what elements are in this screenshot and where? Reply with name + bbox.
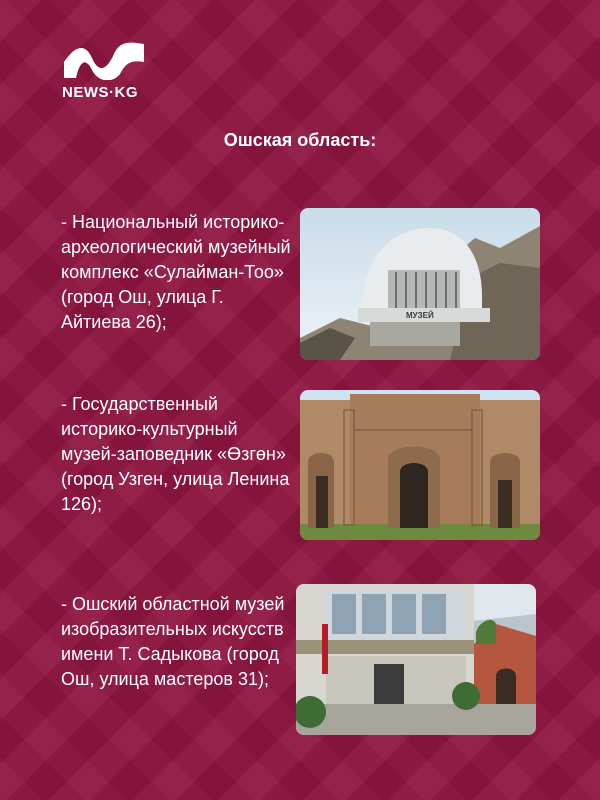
museum-item-3-text: - Ошский областной музей изобразительных искусств имени Т. Садыкова (город Ош, улица мастеров 31);	[61, 594, 285, 689]
museum-item-3-photo	[296, 584, 536, 735]
region-heading: Ошская область:	[223, 130, 377, 150]
brand-name: NEWS·KG	[62, 84, 138, 101]
logo-mark-icon	[62, 40, 146, 80]
museum-item-1-photo	[300, 208, 540, 360]
museum-item-2-photo	[300, 390, 540, 540]
museum-item-1-text: - Национальный историко-археологический музейный комплекс «Сулайман-Тоо» (город Ош, улица Г. Айтиева 26);	[61, 212, 291, 332]
news-kg-logo[interactable]	[62, 40, 152, 102]
museum-item-2-text: - Государственный историко-культурный музей-заповедник «Өзгөн» (город Узген, улица Ленина 126);	[61, 394, 290, 514]
museum-sign: МУЗЕЙ	[406, 311, 434, 320]
